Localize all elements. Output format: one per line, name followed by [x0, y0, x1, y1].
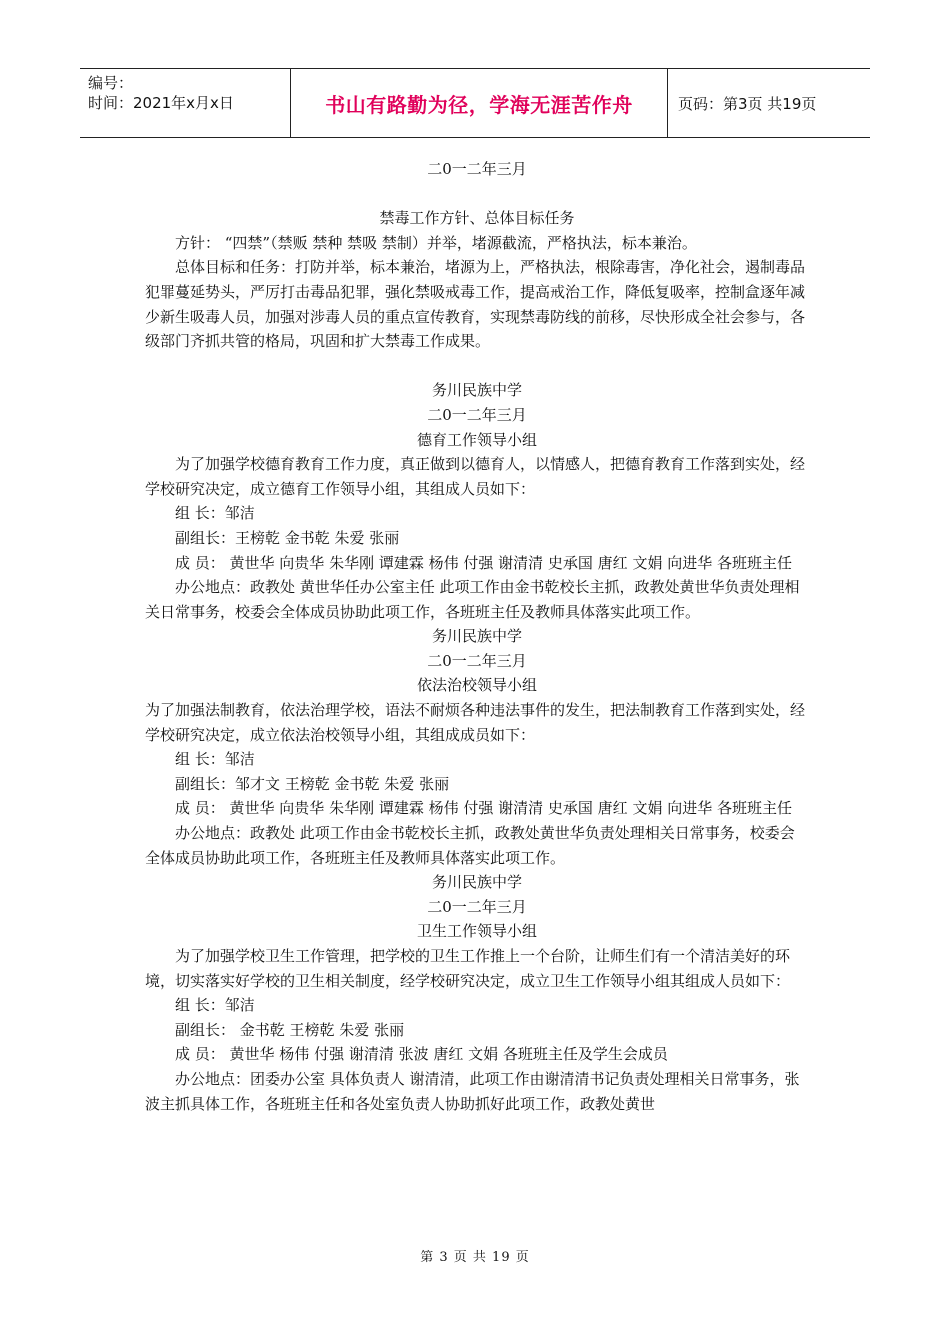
members-line: 成 员： 黄世华 向贵华 朱华刚 谭建霖 杨伟 付强 谢清清 史承国 唐红 文娟 向进华 各班班主任 [175, 553, 792, 572]
members-line: 成 员： 黄世华 杨伟 付强 谢清清 张波 唐红 文娟 各班班主任及学生会成员 [175, 1045, 668, 1064]
time-label: 时间：2021年x月x日 [88, 94, 234, 112]
paragraph: 为了加强学校卫生工作管理，把学校的卫生工作推上一个台阶，让师生们有一个清洁美好的环境，切实落实好学校的卫生相关制度，经学校研究决定，成立卫生工作领导小组其组成人员如下： [145, 947, 791, 990]
spacer [145, 354, 809, 379]
page-footer: 第 3 页 共 19 页 [420, 1250, 530, 1265]
section-title: 禁毒工作方针、总体目标任务 [379, 209, 575, 228]
school-name: 务川民族中学 [431, 873, 522, 892]
number-label: 编号： [88, 74, 134, 92]
paragraph: 方针： “四禁”（禁贩 禁种 禁吸 禁制）并举，堵源截流，严格执法，标本兼治。 [175, 233, 697, 252]
header-meta [80, 69, 291, 137]
school-name: 务川民族中学 [431, 381, 522, 400]
members-line: 成 员： 黄世华 向贵华 朱华刚 谭建霖 杨伟 付强 谢清清 史承国 唐红 文娟 向进华 各班班主任 [175, 799, 792, 818]
date-line: 二0一二年三月 [427, 160, 527, 178]
page-header [80, 68, 870, 138]
deputy-leader-line: 副组长：邹才文 王榜乾 金书乾 朱爱 张丽 [175, 774, 450, 793]
header-motto: 书山有路勤为径，学海无涯苦作舟 [291, 69, 668, 137]
paragraph: 为了加强法制教育，依法治理学校，语法不耐烦各种违法事件的发生，把法制教育工作落到实处，经学校研究决定，成立依法治校领导小组，其组成成员如下： [145, 701, 806, 744]
section-title: 卫生工作领导小组 [416, 922, 537, 941]
spacer [145, 182, 809, 207]
office-line: 办公地点：政教处 此项工作由金书乾校长主抓，政教处黄世华负责处理相关日常事务，校委会全体成员协助此项工作，各班班主任及教师具体落实此项工作。 [145, 824, 795, 867]
office-line: 办公地点：团委办公室 具体负责人 谢清清，此项工作由谢清清书记负责处理相关日常事务，张波主抓具体工作，各班班主任和各处室负责人协助抓好此项工作，政教处黄世 [145, 1069, 800, 1113]
leader-line: 组 长：邹洁 [175, 504, 255, 523]
document-body [145, 157, 809, 1116]
deputy-leader-line: 副组长： 金书乾 王榜乾 朱爱 张丽 [175, 1020, 405, 1039]
header-page-label: 页码：第3页 共19页 [678, 94, 817, 113]
date-line: 二0一二年三月 [427, 897, 527, 916]
school-name: 务川民族中学 [431, 627, 522, 646]
leader-line: 组 长：邹洁 [175, 750, 255, 769]
date-line: 二0一二年三月 [427, 405, 527, 424]
date-line: 二0一二年三月 [427, 651, 527, 670]
office-line: 办公地点：政教处 黄世华任办公室主任 此项工作由金书乾校长主抓，政教处黄世华负责处理相关日常事务，校委会全体成员协助此项工作，各班班主任及教师具体落实此项工作。 [145, 578, 800, 621]
paragraph: 为了加强学校德育教育工作力度，真正做到以德育人，以情感人，把德育教育工作落到实处，经学校研究决定，成立德育工作领导小组，其组成人员如下： [145, 455, 806, 498]
section-title: 依法治校领导小组 [416, 676, 537, 695]
paragraph: 总体目标和任务：打防并举，标本兼治，堵源为上，严格执法，根除毒害，净化社会，遏制毒品犯罪蔓延势头，严厉打击毒品犯罪，强化禁吸戒毒工作，提高戒治工作，降低复吸率，控制盒逐年减少新生吸毒人员，加强对涉毒人员的重点宣传教育，实现禁毒防线的前移，尽快形成全社会参与，各级部门齐抓共管的格局，巩固和扩大禁毒工作成果。 [145, 258, 806, 351]
leader-line: 组 长：邹洁 [175, 996, 255, 1015]
section-title: 德育工作领导小组 [416, 430, 537, 449]
deputy-leader-line: 副组长：王榜乾 金书乾 朱爱 张丽 [175, 528, 400, 547]
